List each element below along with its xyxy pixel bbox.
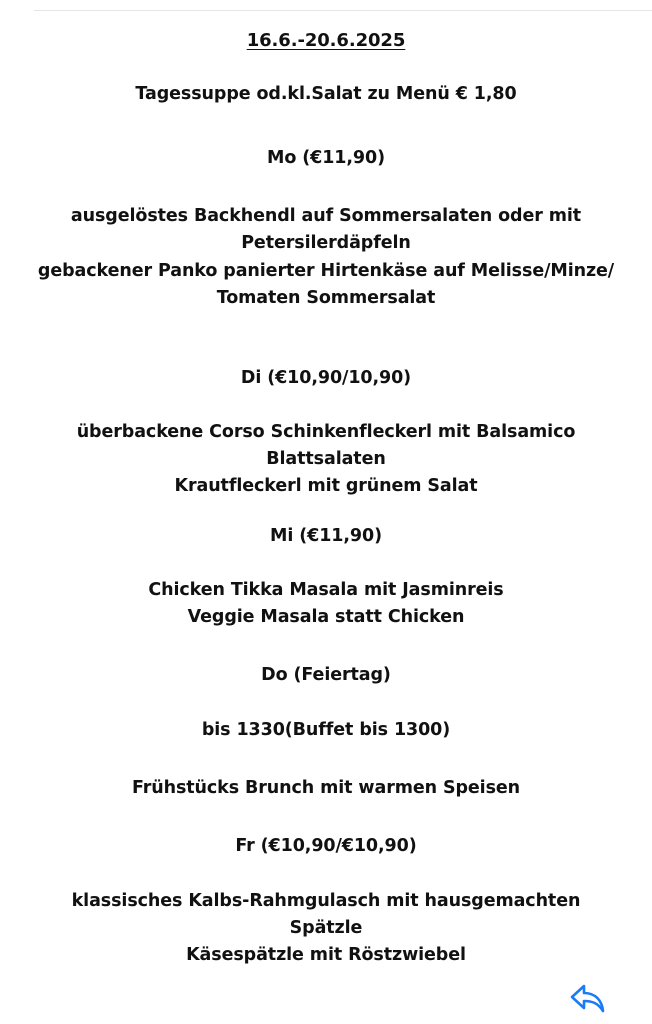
tuesday-dish-line: Krautfleckerl mit grünem Salat	[174, 476, 478, 496]
monday-dish-line: ausgelöstes Backhendl auf Sommersalaten oder mit	[70, 206, 582, 226]
tuesday-dish-line: überbackene Corso Schinkenfleckerl mit Balsamico	[76, 422, 576, 442]
thursday-dish-line: Frühstücks Brunch mit warmen Speisen	[131, 778, 521, 798]
wednesday-heading: Mi (€11,90)	[270, 526, 382, 546]
wednesday-dish-line: Veggie Masala statt Chicken	[187, 607, 465, 627]
friday-heading: Fr (€10,90/€10,90)	[235, 836, 417, 856]
wednesday-dish-line: Chicken Tikka Masala mit Jasminreis	[148, 580, 504, 600]
thursday-hours: bis 1330(Buffet bis 1300)	[201, 720, 451, 740]
monday-dish-line: Petersilerdäpfeln	[241, 233, 411, 253]
reply-arrow-icon	[568, 980, 608, 1016]
soup-note: Tagessuppe od.kl.Salat zu Menü € 1,80	[135, 84, 517, 104]
friday-dish-line: Spätzle	[289, 918, 363, 938]
friday-dish-line: Käsespätzle mit Röstzwiebel	[186, 945, 466, 965]
tuesday-heading: Di (€10,90/10,90)	[240, 368, 412, 388]
monday-dish-line: Tomaten Sommersalat	[216, 288, 436, 308]
thursday-heading: Do (Feiertag)	[261, 665, 391, 685]
friday-dish-line: klassisches Kalbs-Rahmgulasch mit hausgemachten	[71, 891, 581, 911]
tuesday-dish-line: Blattsalaten	[266, 449, 386, 469]
top-divider	[34, 10, 652, 11]
date-range: 16.6.-20.6.2025	[246, 30, 406, 51]
reply-button[interactable]	[568, 980, 608, 1016]
monday-dish-line: gebackener Panko panierter Hirtenkäse auf Melisse/Minze/	[37, 261, 615, 281]
monday-heading: Mo (€11,90)	[267, 148, 385, 168]
